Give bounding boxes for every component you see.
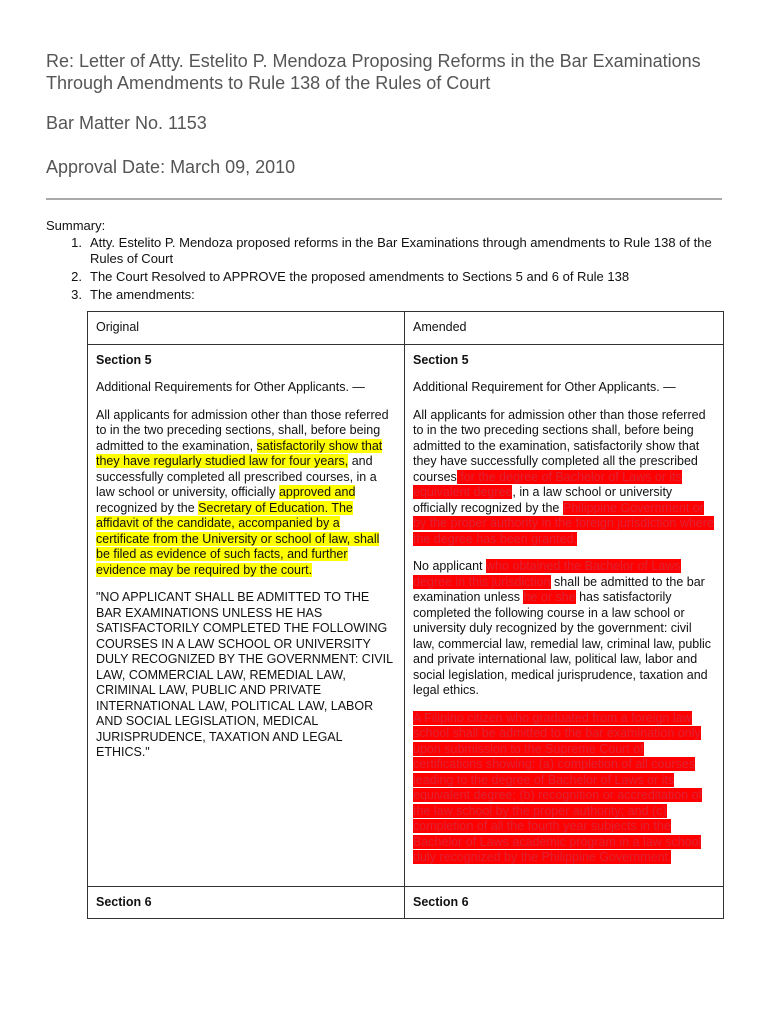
- text-run: No applicant: [413, 559, 486, 573]
- amended-section-5-cell: [405, 344, 724, 886]
- original-section-6-cell: [88, 886, 405, 919]
- summary-item-text: The Court Resolved to APPROVE the proposed amendments to Sections 5 and 6 of Rule 138: [90, 269, 630, 284]
- text-run: All applicants for admission other than those referred to in the two preceding sections shall, before being admitted to the examination, satisfactorily show that they have successfully completed all the prescribed courses: [413, 407, 706, 484]
- amended-paragraph-4: [413, 711, 715, 866]
- summary-item-number: 2.: [71, 269, 82, 284]
- text-run: All applicants for admission other than those referred to in the two preceding sections, shall, before being admitted to the examination,: [96, 407, 389, 453]
- text-run: has satisfactorily completed the following course in a law school or university duly recognized by the government: civil law, commercial law, remedial law, criminal law, public and private international law, political law, labor and social legislation, medical jurisprudence, taxation and legal ethics.: [413, 590, 712, 697]
- section-heading: Section 5: [96, 352, 152, 367]
- text-run: and successfully completed all prescribed courses, in a law school or university, officially: [96, 454, 377, 499]
- amendments-table: [87, 311, 724, 919]
- summary-item-1: [46, 235, 726, 267]
- amended-paragraph-3: [413, 559, 715, 699]
- section-heading: Section 6: [96, 894, 152, 909]
- section-heading: Section 6: [413, 894, 469, 909]
- text-run: recognized by the: [96, 500, 199, 515]
- summary-list: [46, 235, 726, 305]
- summary-item-2: [46, 269, 726, 285]
- summary-item-text: Atty. Estelito P. Mendoza proposed reforms in the Bar Examinations through amendments to Rule 138 of the Rules of Court: [90, 235, 712, 266]
- table-header-row: [88, 312, 724, 345]
- table-row-section-6: [88, 886, 724, 919]
- highlight-red: he or she: [523, 590, 576, 604]
- summary-item-number: 1.: [71, 235, 82, 250]
- approval-date: Approval Date: March 09, 2010: [46, 157, 296, 177]
- amended-section-6-cell: [405, 886, 724, 919]
- original-section-5-cell: [88, 344, 405, 886]
- highlight-red: Philippine Government or by the proper authority in the foreign jurisdiction where the degree has been granted.: [413, 500, 714, 546]
- summary-item-3: [46, 287, 726, 303]
- column-header-original: Original: [88, 312, 405, 345]
- summary-label: Summary:: [46, 218, 106, 233]
- section-heading: Section 5: [413, 352, 469, 367]
- text-run: shall be admitted to the bar examination unless: [413, 574, 705, 604]
- table-row-section-5: [88, 344, 724, 886]
- original-paragraph-1: Additional Requirements for Other Applicants. —: [96, 380, 365, 394]
- original-paragraph-3: "NO APPLICANT SHALL BE ADMITTED TO THE BAR EXAMINATIONS UNLESS HE HAS SATISFACTORILY COMPLETED THE FOLLOWING COURSES IN A LAW SCHOOL OR UNIVERSITY DULY RECOGNIZED BY THE GOVERNMENT: CIVIL LAW, COMMERCIAL LAW, REMEDIAL LAW, CRIMINAL LAW, PUBLIC AND PRIVATE INTERNATIONAL LAW, POLITICAL LAW, LABOR AND SOCIAL LEGISLATION, MEDICAL JURISPRUDENCE, TAXATION AND LEGAL ETHICS.": [96, 590, 393, 759]
- highlight-red: who obtained the Bachelor of Laws degree in this jurisdiction: [413, 559, 681, 589]
- header-divider: [46, 198, 722, 200]
- highlight-yellow: approved and: [278, 485, 356, 499]
- bar-matter-number: Bar Matter No. 1153: [46, 113, 207, 133]
- document-title: Re: Letter of Atty. Estelito P. Mendoza Proposing Reforms in the Bar Examinations Through Amendments to Rule 138 of the Rules of Court: [46, 51, 701, 93]
- highlight-red: A Filipino citizen who graduated from a foreign law school shall be admitted to the bar examination only upon submission to the Supreme Court of certifications showing: (a) completion of all courses leading to the degree of Bachelor of Laws or its equivalent degree; (b) recognition or accreditation of the law school by the proper authority; and (c) completion of all the fourth year subjects in the Bachelor of Laws academic program in a law school duly recognized by the Philippine Government.: [413, 710, 703, 864]
- amended-paragraph-1: Additional Requirement for Other Applicants. —: [413, 380, 676, 394]
- summary-item-text: The amendments:: [90, 287, 195, 302]
- summary-item-number: 3.: [71, 287, 82, 302]
- column-header-amended: Amended: [405, 312, 724, 345]
- text-run: , in a law school or university officially recognized by the: [413, 485, 673, 515]
- highlight-red: for the degree of Bachelor of Laws or its equivalent degree: [413, 469, 682, 499]
- original-paragraph-2: [96, 408, 396, 579]
- highlight-yellow: satisfactorily show that they have regularly studied law for four years,: [96, 438, 383, 468]
- amended-paragraph-2: [413, 408, 715, 548]
- highlight-yellow: Secretary of Education. The affidavit of the candidate, accompanied by a certificate from the University or school of law, shall be filed as evidence of such facts, and further evidence may be required by the court.: [96, 500, 380, 577]
